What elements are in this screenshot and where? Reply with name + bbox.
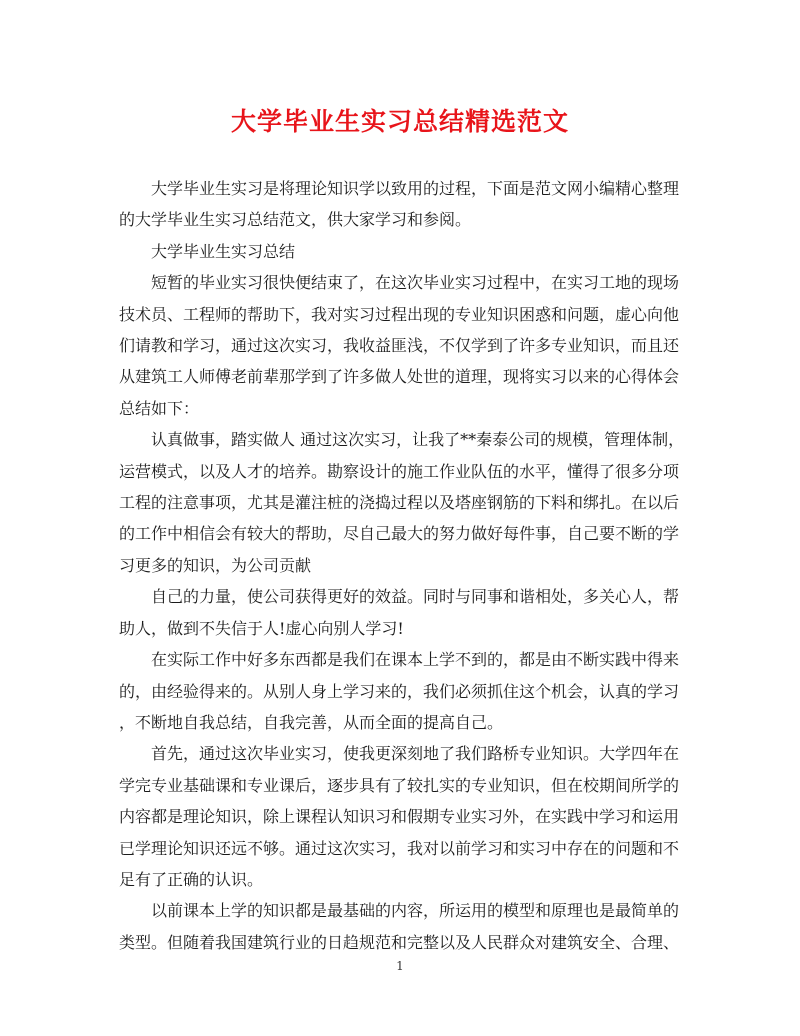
paragraph: [119, 236, 671, 267]
paragraph-line: 的工作中相信会有较大的帮助，尽自己最大的努力做好每件事，自己要不断的学: [119, 524, 680, 544]
paragraph-line: 大学毕业生实习是将理论知识学以致用的过程，下面是范文网小编精心整理: [151, 179, 680, 198]
paragraph-line: 首先，通过这次毕业实习，使我更深刻地了我们路桥专业知识。大学四年在: [151, 744, 680, 764]
paragraph-line: 习更多的知识，为公司贡献: [119, 555, 312, 575]
paragraph: [119, 895, 680, 958]
paragraph-line: 内容都是理论知识，除上课程认知识习和假期专业实习外，在实践中学习和运用: [119, 807, 680, 827]
page-number: 1: [396, 959, 404, 973]
paragraph-line: 认真做事，踏实做人 通过这次实习，让我了**秦泰公司的规模，管理体制，: [151, 430, 685, 450]
paragraph-line: 已学理论知识还远不够。通过这次实习，我对以前学习和实习中存在的问题和不: [119, 838, 680, 858]
paragraph-line: 以前课本上学的知识都是最基础的内容，所运用的模型和原理也是最简单的: [151, 901, 680, 921]
paragraph-line: 总结如下：: [119, 398, 200, 418]
paragraph-line: 的，由经验得来的。从别人身上学习来的，我们必须抓住这个机会，认真的学习: [119, 681, 680, 701]
paragraph-line: 运营模式，以及人才的培养。勘察设计的施工作业队伍的水平，懂得了很多分项: [119, 461, 680, 481]
document-body: [119, 173, 685, 958]
paragraph-line: 短暂的毕业实习很快便结束了，在这次毕业实习过程中，在实习工地的现场: [151, 273, 680, 293]
paragraph-line: 们请教和学习，通过这次实习，我收益匪浅，不仅学到了许多专业知识，而且还: [119, 336, 680, 356]
paragraph: [119, 173, 680, 236]
paragraph-line: 大学毕业生实习总结: [151, 241, 296, 261]
paragraph-line: 助人，做到不失信于人!虚心向别人学习!: [119, 618, 404, 638]
paragraph-line: ，不断地自我总结，自我完善，从而全面的提高自己。: [119, 712, 504, 732]
paragraph-line: 技术员、工程师的帮助下，我对实习过程出现的专业知识困惑和问题，虚心向他: [119, 304, 680, 324]
paragraph: [119, 738, 680, 895]
paragraph-line: 自己的力量，使公司获得更好的效益。同时与同事和谐相处，多关心人，帮: [151, 587, 680, 607]
paragraph-line: 类型。但随着我国建筑行业的日趋规范和完整以及人民群众对建筑安全、合理、: [119, 932, 680, 952]
paragraph-line: 足有了正确的认识。: [119, 869, 264, 889]
paragraph-line: 在实际工作中好多东西都是我们在课本上学不到的，都是由不断实践中得来: [151, 650, 680, 670]
paragraph: [119, 424, 685, 581]
paragraph: [119, 581, 680, 644]
paragraph-line: 从建筑工人师傅老前辈那学到了许多做人处世的道理，现将实习以来的心得体会: [119, 367, 680, 387]
paragraph: [119, 644, 680, 738]
paragraph-line: 学完专业基础课和专业课后，逐步具有了较扎实的专业知识，但在校期间所学的: [119, 775, 680, 795]
paragraph-line: 的大学毕业生实习总结范文，供大家学习和参阅。: [119, 210, 472, 230]
paragraph: [119, 267, 680, 424]
document-title: 大学毕业生实习总结精选范文: [230, 107, 569, 136]
paragraph-line: 工程的注意事项，尤其是灌注桩的浇捣过程以及塔座钢筋的下料和绑扎。在以后: [119, 493, 680, 513]
